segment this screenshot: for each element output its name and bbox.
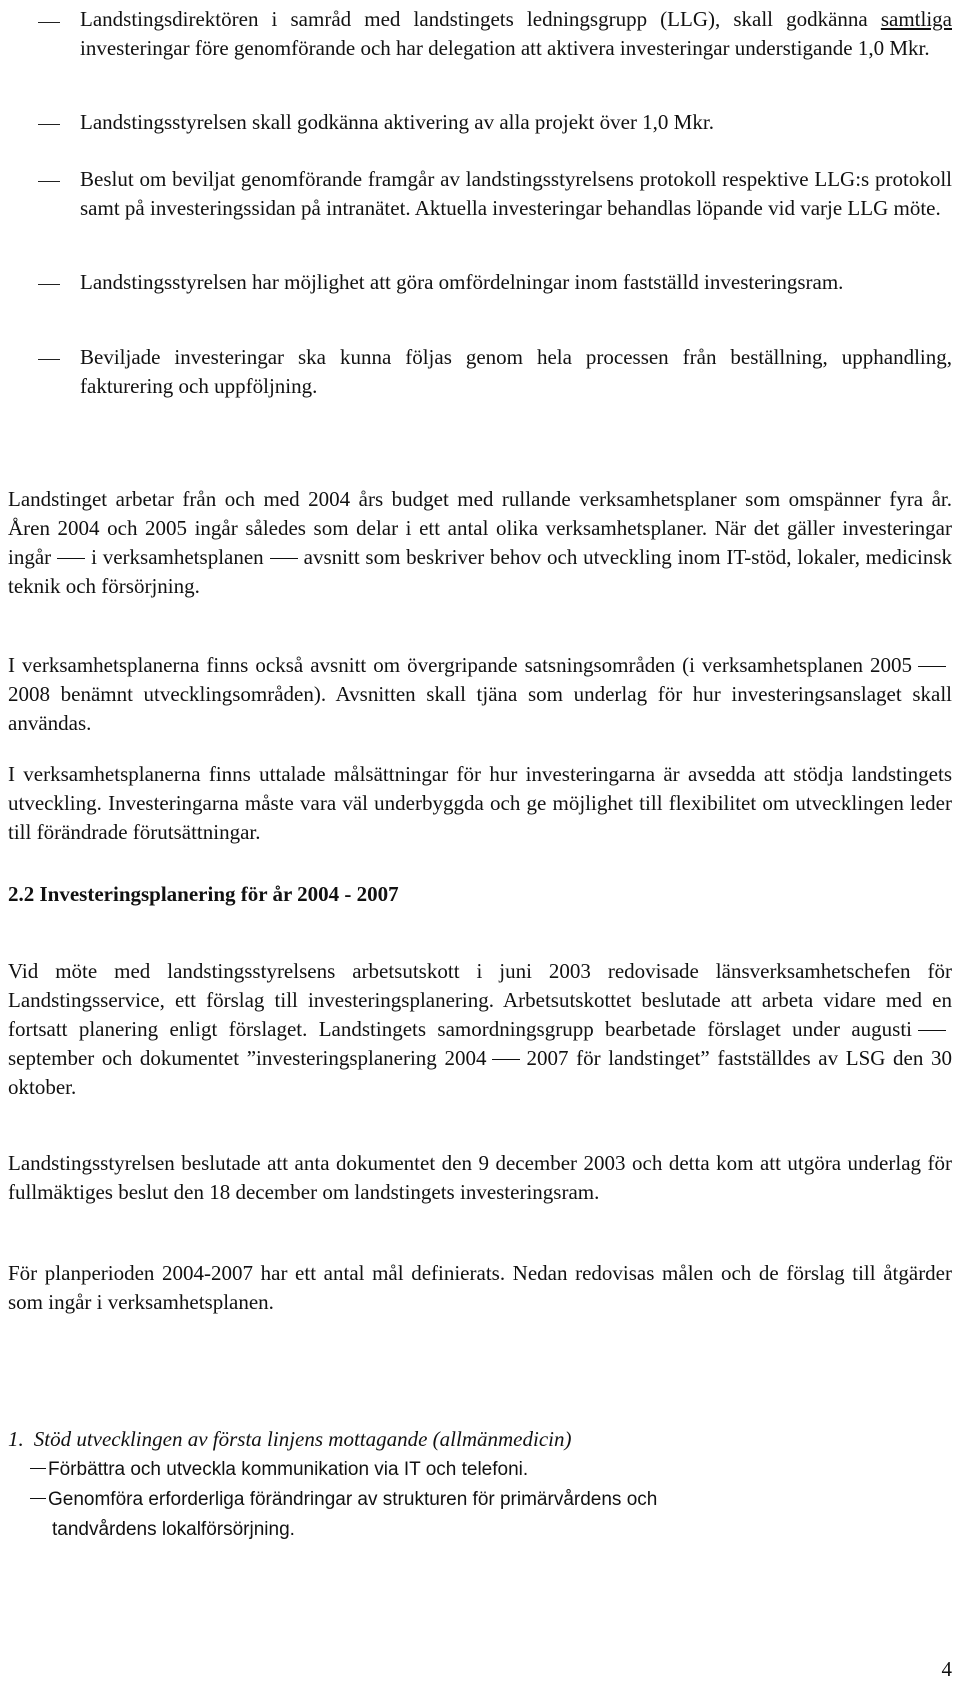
paragraph: För planperioden 2004-2007 har ett antal mål definierats. Nedan redovisas målen och de förslag till åtgärder som ingår i verksamhetsplanen. [8,1261,952,1314]
underlined-word: samtliga [880,7,952,31]
paragraph: Landstinget arbetar från och med 2004 års budget med rullande verksamhetsplaner som omspänner fyra år. Åren 2004 och 2005 ingår således som delar i ett antal olika verksamhetsplaner. När det gäller investeringar ingår i verksamhetsplanen avsnitt som beskriver behov och utveckling inom IT-stöd, lokaler, medicinsk teknik och försörjning. [8,487,952,598]
paragraph: I verksamhetsplanerna finns uttalade målsättningar för hur investeringarna är avsedda att stödja landstingets utveckling. Investeringarna måste vara väl underbyggda och ge möjlighet till flexibilitet om utvecklingen leder till förändrade förutsättningar. [8,762,952,844]
paragraph: Vid möte med landstingsstyrelsens arbetsutskott i juni 2003 redovisade länsverksamhetschefen för Landstingsservice, ett förslag till investeringsplanering. Arbetsutskottet beslutade att arbeta vidare med en fortsatt planering enligt förslaget. Landstingets samordningsgrupp bearbetade förslaget under augustiseptember och dokumentet ”investeringsplanering 2004 2007 för landstinget” fastställdes av LSG den 30 oktober. [8,959,953,1099]
em-dash [492,1059,520,1060]
dash-bullet [30,1468,46,1469]
bullet-item: Landstingsstyrelsen har möjlighet att göra omfördelningar inom fastställd investeringsram. [80,270,844,294]
goal-subitem-continuation: tandvårdens lokalförsörjning. [52,1519,295,1540]
goal-subitem: Förbättra och utveckla kommunikation via IT och telefoni. [30,1456,528,1484]
section-title: Investeringsplanering för år 2004 - 2007 [39,882,399,906]
bullet-item: Landstingsstyrelsen skall godkänna aktivering av alla projekt över 1,0 Mkr. [80,110,714,134]
em-dash [270,558,298,559]
goal-heading: 1. Stöd utvecklingen av första linjens mottagande (allmänmedicin) [8,1427,572,1451]
paragraph: Landstingsstyrelsen beslutade att anta dokumentet den 9 december 2003 och detta kom att utgöra underlag för fullmäktiges beslut den 18 december om landstingets investeringsram. [8,1151,952,1204]
em-dash [918,666,946,667]
section-number: 2.2 [8,882,35,906]
bullet-item: Landstingsdirektören i samråd med landstingets ledningsgrupp (LLG), skall godkänna samtliga investeringar före genomförande och har delegation att aktivera investeringar understigande 1,0 Mkr. [80,7,952,60]
dash-bullet [38,22,60,23]
dash-bullet [38,359,60,360]
page-number: 4 [941,1657,952,1681]
bullet-item: Beviljade investeringar ska kunna följas genom hela processen från beställning, upphandling, fakturering och uppföljning. [80,345,952,398]
em-dash [57,558,85,559]
em-dash [918,1030,946,1031]
dash-bullet [38,124,60,125]
dash-bullet [30,1498,46,1499]
paragraph: I verksamhetsplanerna finns också avsnitt om övergripande satsningsområden (i verksamhetsplanen 20052008 benämnt utvecklingsområden). Avsnitten skall tjäna som underlag för hur investeringsanslaget skall användas. [8,653,952,735]
dash-bullet [38,284,60,285]
goal-subitem: Genomföra erforderliga förändringar av strukturen för primärvårdens och [30,1486,657,1514]
bullet-item: Beslut om beviljat genomförande framgår av landstingsstyrelsens protokoll respektive LLG:s protokoll samt på investeringssidan på intranätet. Aktuella investeringar behandlas löpande vid varje LLG möte. [80,167,952,220]
dash-bullet [38,181,60,182]
section-heading [8,880,399,909]
